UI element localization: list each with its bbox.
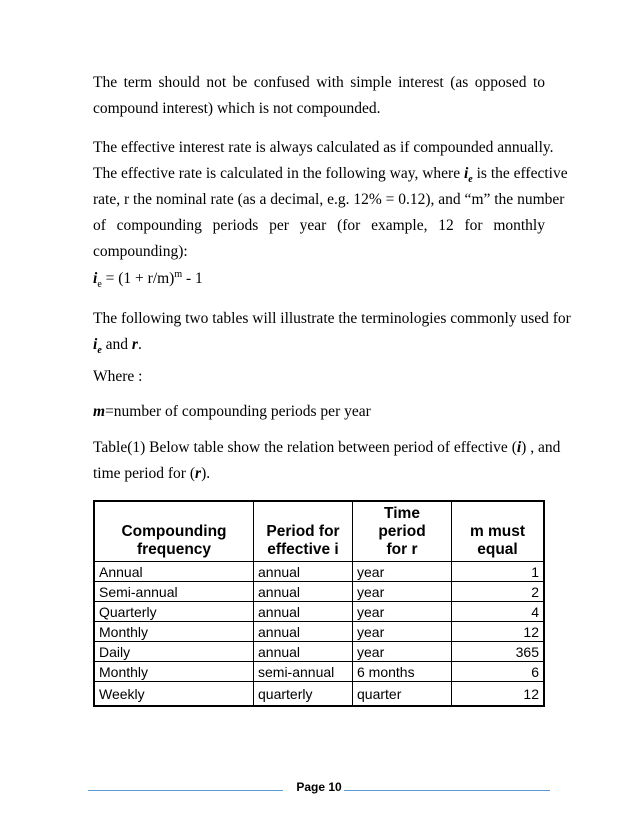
table-cell: quarterly <box>254 682 353 707</box>
table-cell: 365 <box>452 642 545 662</box>
table-cell: Monthly <box>94 662 254 682</box>
text-line: The following two tables will illustrate the terminologies commonly used for <box>93 310 571 327</box>
table-cell: Quarterly <box>94 602 254 622</box>
table-cell: Weekly <box>94 682 254 707</box>
table-cell: 12 <box>452 622 545 642</box>
text-line: rate, r the nominal rate (as a decimal, e.g. 12% = 0.12), and “m” the number <box>93 191 565 208</box>
table-cell: 12 <box>452 682 545 707</box>
table-cell: year <box>353 622 452 642</box>
header-period-effective: Period for effective i <box>254 501 353 562</box>
table-row <box>94 682 544 707</box>
paragraph-simple-interest <box>93 70 545 122</box>
table-row <box>94 622 544 642</box>
m-definition: m=number of compounding periods per year <box>93 403 371 420</box>
text-line: Table(1) Below table show the relation between period of effective (i) , and <box>93 439 561 456</box>
text-line: compound interest) which is not compounded. <box>93 100 381 117</box>
table-cell: quarter <box>353 682 452 707</box>
text-line: The term should not be confused with simple interest (as opposed to <box>93 74 545 91</box>
table-cell: semi-annual <box>254 662 353 682</box>
formula: $i_e = (1 + r/m)^m - 1$ <box>93 268 203 291</box>
table-cell: annual <box>254 622 353 642</box>
table-cell: Monthly <box>94 622 254 642</box>
table-row <box>94 562 544 582</box>
table-cell: annual <box>254 562 353 582</box>
page-footer <box>88 780 550 800</box>
table-cell: year <box>353 602 452 622</box>
table-cell: 6 <box>452 662 545 682</box>
page-number: Page 10 <box>296 780 342 794</box>
table-cell: 4 <box>452 602 545 622</box>
header-time-period: Time period for r <box>353 501 452 562</box>
table-cell: annual <box>254 642 353 662</box>
table-cell: year <box>353 582 452 602</box>
table-row <box>94 662 544 682</box>
table-cell: year <box>353 562 452 582</box>
table-cell: annual <box>254 602 353 622</box>
header-compounding-frequency: Compounding frequency <box>94 501 254 562</box>
table-row <box>94 582 544 602</box>
compounding-table <box>93 500 545 707</box>
paragraph-effective-rate <box>93 135 568 265</box>
table-cell: 1 <box>452 562 545 582</box>
header-m-must-equal: m must equal <box>452 501 545 562</box>
table-cell: Annual <box>94 562 254 582</box>
text-line: The effective rate is calculated in the following way, where $i_e$ is the effective <box>93 165 568 186</box>
table-cell: Semi-annual <box>94 582 254 602</box>
text-line: compounding): <box>93 243 188 260</box>
text-line: The effective interest rate is always calculated as if compounded annually. <box>93 139 554 156</box>
table-cell: 6 months <box>353 662 452 682</box>
text-line: time period for (r). <box>93 465 211 482</box>
table-cell: year <box>353 642 452 662</box>
paragraph-tables-intro <box>93 306 571 358</box>
text-line: of compounding periods per year (for example, 12 for monthly <box>93 217 545 234</box>
where-label: Where : <box>93 368 143 385</box>
table-row <box>94 602 544 622</box>
text-line: $i_e$ and r. <box>93 336 142 357</box>
table-cell: Daily <box>94 642 254 662</box>
table-header-row <box>94 501 544 562</box>
table-row <box>94 642 544 662</box>
table-caption <box>93 435 561 487</box>
table-cell: 2 <box>452 582 545 602</box>
footer-rule-right <box>344 790 550 791</box>
table-cell: annual <box>254 582 353 602</box>
